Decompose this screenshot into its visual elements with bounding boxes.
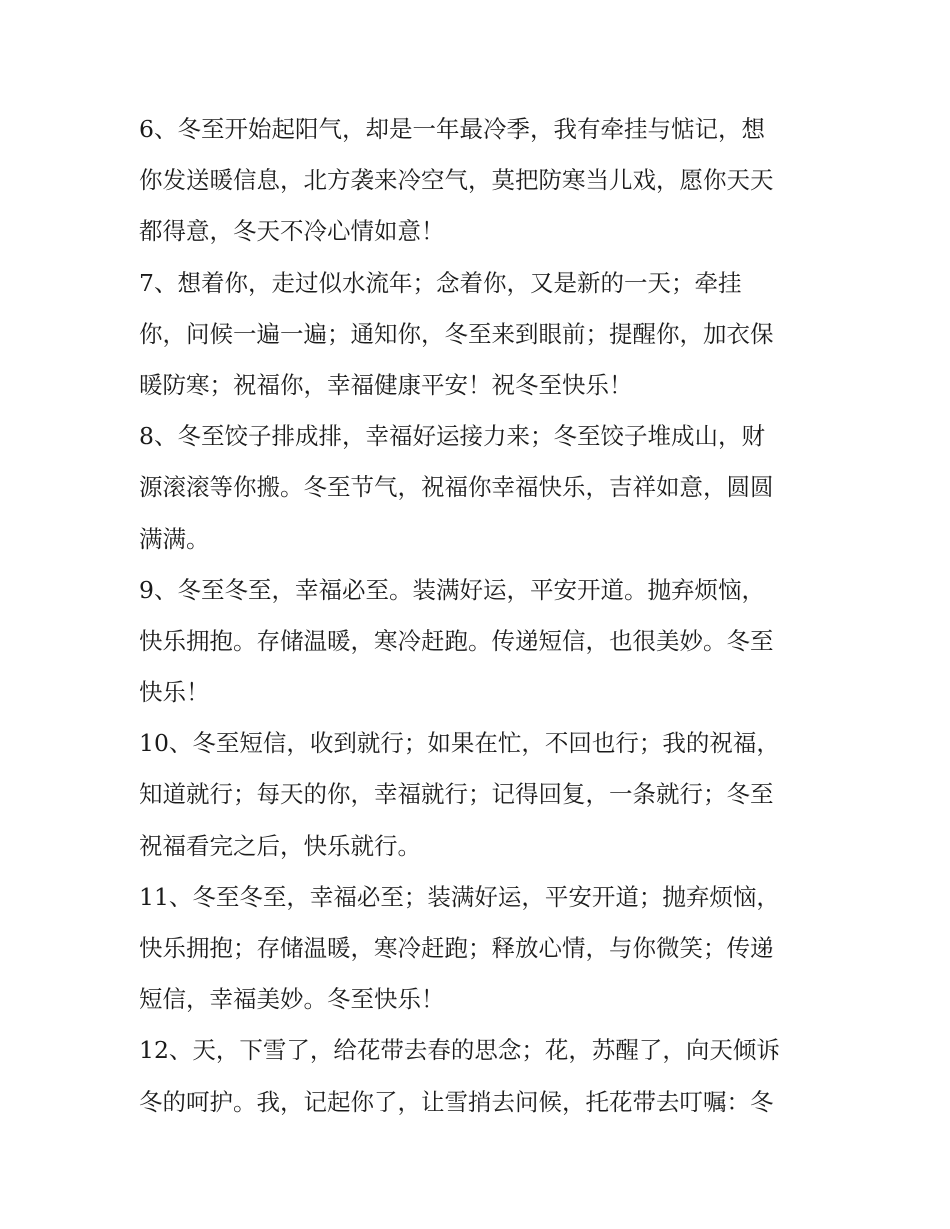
text-line: 10、冬至短信，收到就行；如果在忙，不回也行；我的祝福， xyxy=(139,729,780,758)
text-line: 9、冬至冬至，幸福必至。装满好运，平安开道。抛弃烦恼， xyxy=(139,575,765,604)
paragraph-12 xyxy=(139,1025,819,1127)
text-line: 7、想着你，走过似水流年；念着你，又是新的一天；牵挂 xyxy=(139,268,742,297)
paragraph-9 xyxy=(139,565,819,719)
text-line: 快乐拥抱。存储温暖，寒冷赶跑。传递短信，也很美妙。冬至 xyxy=(139,626,774,655)
paragraph-11 xyxy=(139,872,819,1026)
text-line: 8、冬至饺子排成排，幸福好运接力来；冬至饺子堆成山，财 xyxy=(139,422,765,451)
text-line: 11、冬至冬至，幸福必至；装满好运，平安开道；抛弃烦恼， xyxy=(139,882,780,911)
paragraph-10 xyxy=(139,718,819,872)
text-line: 源滚滚等你搬。冬至节气，祝福你幸福快乐，吉祥如意，圆圆 xyxy=(139,473,774,502)
text-line: 你发送暖信息，北方袭来冷空气，莫把防寒当儿戏，愿你天天 xyxy=(139,166,774,195)
text-line: 快乐！ xyxy=(139,678,210,707)
text-line: 满满。 xyxy=(139,524,210,553)
document-page xyxy=(139,104,819,1128)
paragraph-6 xyxy=(139,104,819,258)
paragraph-7 xyxy=(139,258,819,412)
text-line: 暖防寒；祝福你，幸福健康平安！祝冬至快乐！ xyxy=(139,370,633,399)
text-line: 快乐拥抱；存储温暖，寒冷赶跑；释放心情，与你微笑；传递 xyxy=(139,934,774,962)
paragraph-8 xyxy=(139,411,819,565)
text-line: 12、天，下雪了，给花带去春的思念；花，苏醒了，向天倾诉 xyxy=(139,1036,780,1065)
text-line: 冬的呵护。我，记起你了，让雪捎去问候，托花带去叮嘱：冬 xyxy=(139,1087,774,1116)
text-line: 你，问候一遍一遍；通知你，冬至来到眼前；提醒你，加衣保 xyxy=(139,319,774,348)
text-line: 祝福看完之后，快乐就行。 xyxy=(139,831,421,860)
text-line: 短信，幸福美妙。冬至快乐！ xyxy=(139,985,445,1014)
text-line: 都得意，冬天不冷心情如意！ xyxy=(139,217,445,246)
text-line: 知道就行；每天的你，幸福就行；记得回复，一条就行；冬至 xyxy=(139,780,774,809)
text-line: 6、冬至开始起阳气，却是一年最冷季，我有牵挂与惦记，想 xyxy=(139,115,765,143)
